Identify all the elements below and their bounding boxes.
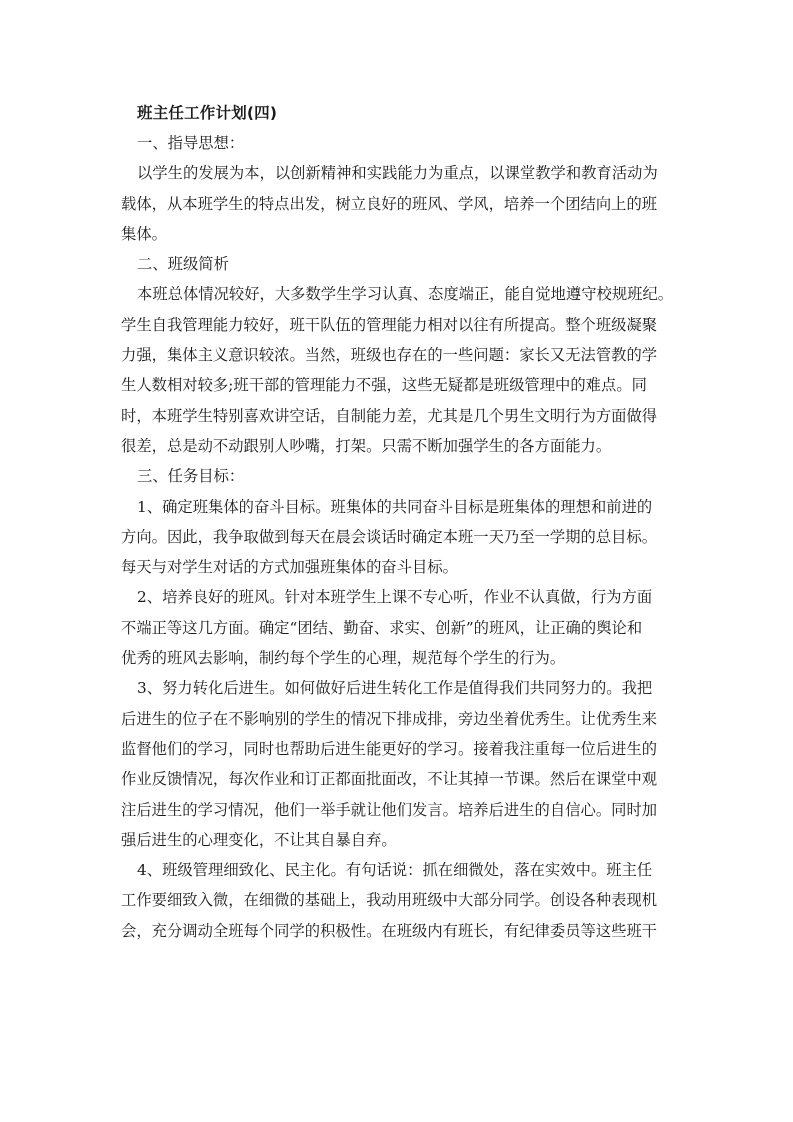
paragraph-line: 后进生的位子在不影响别的学生的情况下排成排，旁边坐着优秀生。让优秀生来 bbox=[121, 709, 658, 728]
paragraph-line: 不端正等这几方面。确定“团结、勤奋、求实、创新”的班风，让正确的舆论和 bbox=[121, 618, 643, 637]
paragraph-line: 很差，总是动不动跟别人吵嘴，打架。只需不断加强学生的各方面能力。 bbox=[121, 436, 612, 455]
document-page bbox=[121, 98, 677, 946]
document-body bbox=[121, 128, 677, 946]
paragraph-line: 3、努力转化后进生。如何做好后进生转化工作是值得我们共同努力的。我把 bbox=[137, 679, 653, 698]
paragraph-line: 每天与对学生对话的方式加强班集体的奋斗目标。 bbox=[121, 558, 458, 577]
paragraph-line: 力强，集体主义意识较浓。当然，班级也存在的一些问题：家长又无法管教的学 bbox=[121, 346, 658, 365]
document-title: 班主任工作计划(四) bbox=[137, 104, 278, 122]
paragraph-line: 强后进生的心理变化，不让其自暴自弃。 bbox=[121, 830, 397, 849]
paragraph-line: 载体，从本班学生的特点出发，树立良好的班风、学风，培养一个团结向上的班 bbox=[121, 194, 658, 213]
paragraph-line: 时，本班学生特别喜欢讲空话，自制能力差，尤其是几个男生文明行为方面做得 bbox=[121, 406, 658, 425]
paragraph-line: 学生自我管理能力较好，班干队伍的管理能力相对以往有所提高。整个班级凝聚 bbox=[121, 315, 658, 334]
section-heading: 二、班级简析 bbox=[137, 255, 229, 274]
paragraph-line: 集体。 bbox=[121, 224, 167, 243]
paragraph-line: 本班总体情况较好，大多数学生学习认真、态度端正，能自觉地遵守校规班纪。 bbox=[137, 285, 674, 304]
section-heading: 三、任务目标： bbox=[137, 467, 245, 486]
paragraph-line: 生人数相对较多;班干部的管理能力不强，这些无疑都是班级管理中的难点。同 bbox=[121, 376, 647, 395]
paragraph-line: 会，充分调动全班每个同学的积极性。在班级内有班长，有纪律委员等这些班干 bbox=[121, 921, 658, 940]
paragraph-line: 2、培养良好的班风。针对本班学生上课不专心听，作业不认真做，行为方面 bbox=[137, 588, 653, 607]
paragraph-line: 注后进生的学习情况，他们一举手就让他们发言。培养后进生的自信心。同时加 bbox=[121, 800, 658, 819]
paragraph-line: 1、确定班集体的奋斗目标。班集体的共同奋斗目标是班集体的理想和前进的 bbox=[137, 497, 653, 516]
paragraph-line: 4、班级管理细致化、民主化。有句话说：抓在细微处，落在实效中。班主任 bbox=[137, 861, 653, 880]
section-heading: 一、指导思想： bbox=[137, 134, 245, 152]
paragraph-line: 方向。因此，我争取做到每天在晨会谈话时确定本班一天乃至一学期的总目标。 bbox=[121, 527, 658, 546]
paragraph-line: 以学生的发展为本，以创新精神和实践能力为重点，以课堂教学和教育活动为 bbox=[137, 164, 658, 183]
paragraph-line: 监督他们的学习，同时也帮助后进生能更好的学习。接着我注重每一位后进生的 bbox=[121, 739, 658, 758]
paragraph-line: 工作要细致入微，在细微的基础上，我动用班级中大部分同学。创设各种表现机 bbox=[121, 891, 658, 910]
paragraph-line: 优秀的班风去影响，制约每个学生的心理，规范每个学生的行为。 bbox=[121, 649, 566, 668]
paragraph-line: 作业反馈情况，每次作业和订正都面批面改，不让其掉一节课。然后在课堂中观 bbox=[121, 770, 658, 789]
